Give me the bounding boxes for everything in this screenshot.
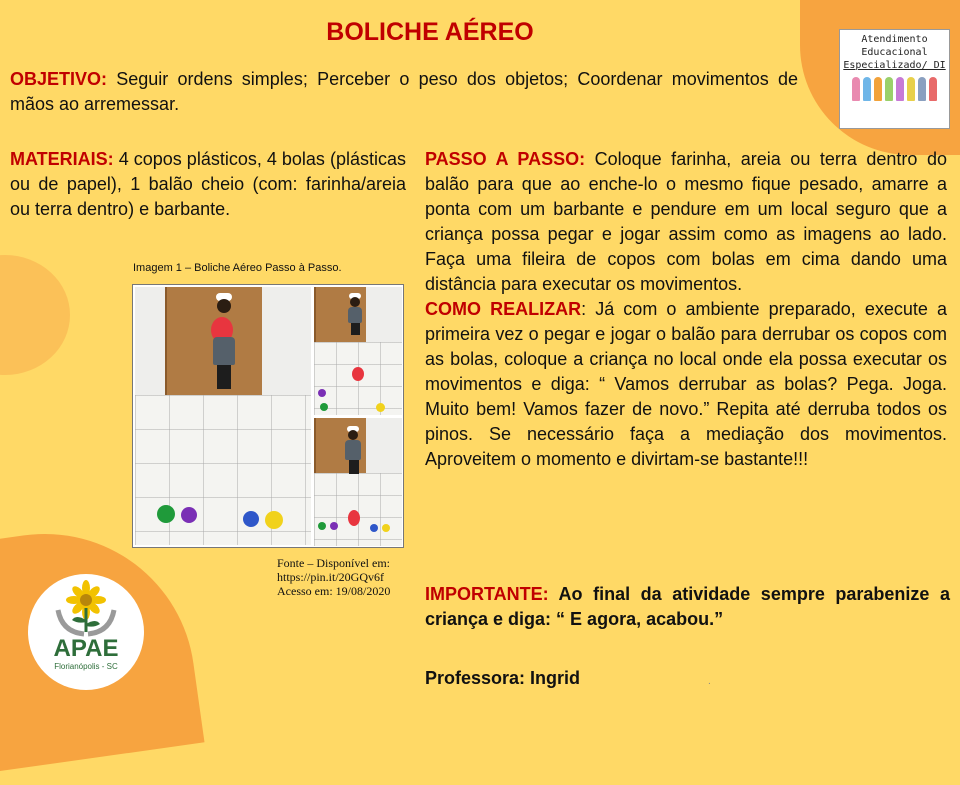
teacher-name: Professora: Ingrid: [425, 668, 581, 688]
ball-purple: [181, 507, 197, 523]
objective-text: Seguir ordens simples; Perceber o peso dos objetos; Coordenar movimentos de mãos ao arremessar.: [10, 69, 798, 114]
important-paragraph: [425, 582, 950, 632]
photo-top-right: [314, 287, 402, 415]
materials-text: 4 copos plásticos, 4 bolas (plásticas ou de papel), 1 balão cheio (com: farinha/areia ou terra dentro) e barbante.: [10, 149, 406, 219]
photo-main: [135, 287, 311, 545]
aee-logo-line-2: Educacional: [861, 47, 928, 58]
apae-city: Florianópolis - SC: [54, 662, 118, 671]
children-drawing-icon: [840, 77, 949, 101]
image-caption: Imagem 1 – Boliche Aéreo Passo à Passo.: [133, 262, 342, 274]
photo-bottom-right: [314, 418, 402, 546]
footer-mark: .: [708, 676, 711, 687]
materials-paragraph: [10, 147, 406, 222]
objective-paragraph: [10, 67, 798, 117]
how-to-text: : Já com o ambiente preparado, execute a primeira vez o pegar e jogar o balão para derrubar os copos com as bolas, coloque a criança no local onde ela possa executar os movimentos e diga: “ Vamos derrubar as bolas? Pega. Joga. Muito bem! Vamos fazer de novo.” Repita até derruba todos os pinos. Se necessário faça a mediação dos movimentos. Aproveitem o momento e divirtam-se bastante!!!: [425, 299, 947, 469]
source-link[interactable]: https://pin.it/20GQv6f: [277, 570, 385, 584]
important-label: IMPORTANTE:: [425, 584, 549, 604]
apae-name: APAE: [53, 635, 119, 662]
steps-text: Coloque farinha, areia ou terra dentro do balão para que ao enche-lo o mesmo fique pesado, amarre a ponta com um barbante e pendure em um local seguro que a criança possa pegar e jogar assim como as imagens ao lado. Faça uma fileira de copos com bolas em cima dando uma distância para executar os movimentos.: [425, 149, 947, 294]
important-text: Ao final da atividade sempre parabenize a criança e diga: “ E agora, acabou.”: [425, 584, 950, 629]
photo-collage: [132, 284, 404, 548]
apae-logo: [28, 574, 144, 690]
how-to-label: COMO REALIZAR: [425, 299, 582, 319]
image-source: [277, 556, 390, 598]
ball-blue: [243, 511, 259, 527]
page-title: BOLICHE AÉREO: [326, 18, 534, 46]
steps-label: PASSO A PASSO:: [425, 149, 586, 169]
materials-label: MATERIAIS:: [10, 149, 114, 169]
steps-paragraph: [425, 147, 947, 472]
objective-label: OBJETIVO:: [10, 69, 108, 89]
source-line-1: Fonte – Disponível em:: [277, 556, 390, 570]
aee-logo-line-3: Especializado/ DI: [843, 60, 946, 71]
ball-green: [157, 505, 175, 523]
aee-logo: [839, 29, 950, 129]
aee-logo-line-1: Atendimento: [861, 34, 928, 45]
sunflower-hands-icon: [28, 574, 144, 638]
ball-yellow: [265, 511, 283, 529]
decorative-shape-left: [0, 255, 70, 375]
source-access-date: Acesso em: 19/08/2020: [277, 584, 391, 598]
